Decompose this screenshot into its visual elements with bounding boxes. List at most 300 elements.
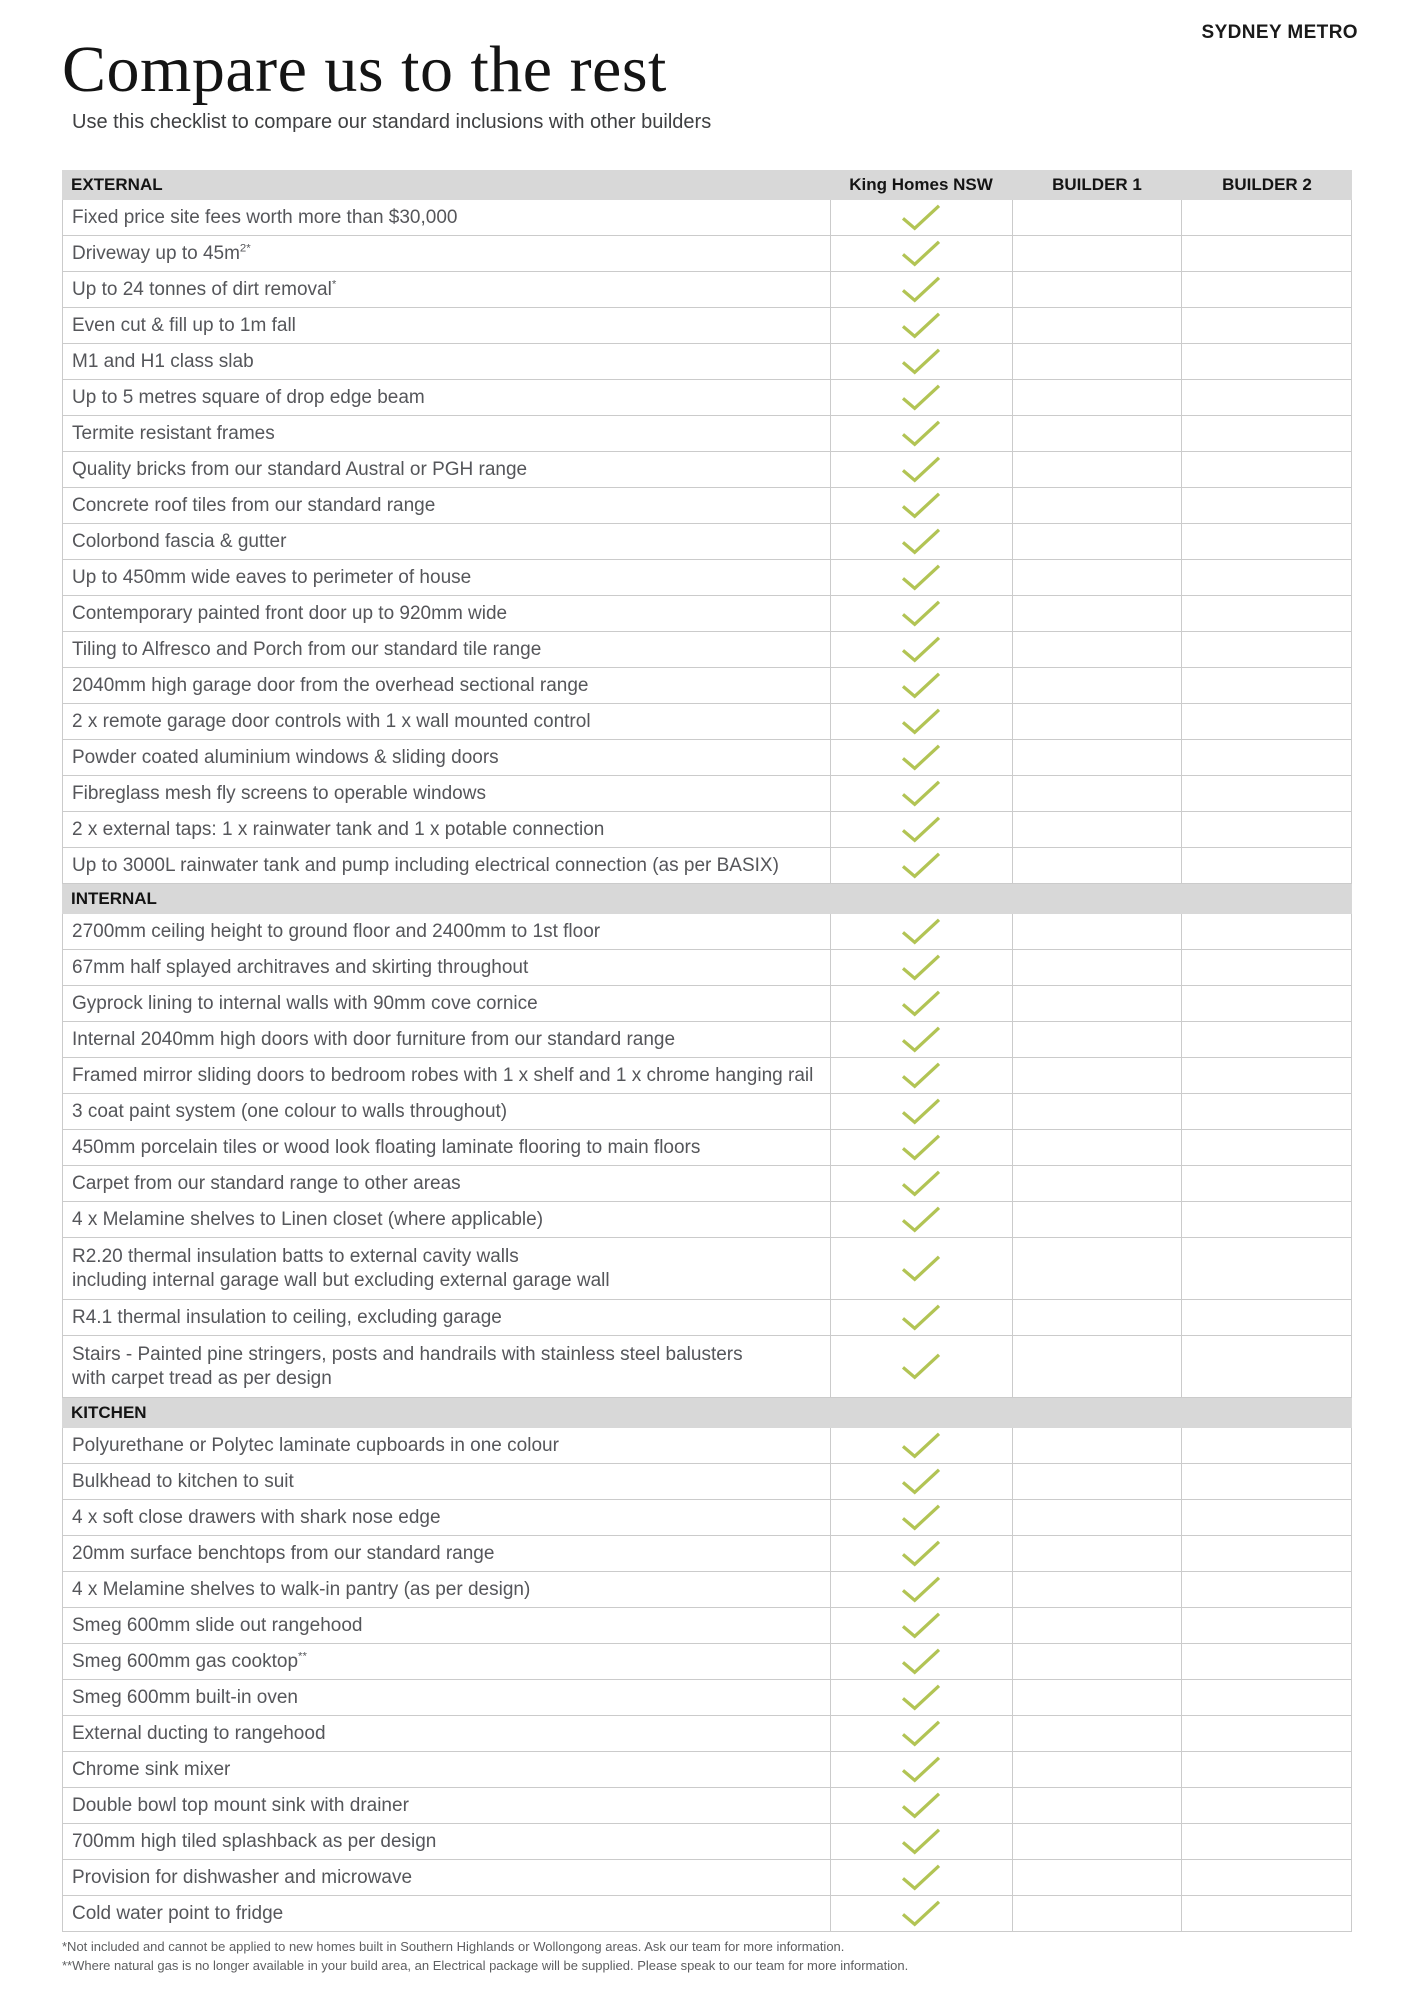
table-row xyxy=(63,1716,1351,1752)
builder2-cell xyxy=(1181,1428,1351,1463)
item-label-line1: Contemporary painted front door up to 920mm wide xyxy=(72,602,508,624)
table-row xyxy=(63,1536,1351,1572)
item-label-cell xyxy=(63,950,830,985)
item-label-line1: Provision for dishwasher and microwave xyxy=(72,1866,413,1888)
builder1-cell xyxy=(1012,776,1182,811)
table-header-row xyxy=(62,170,1352,200)
item-label-line1: Fixed price site fees worth more than $30,000 xyxy=(72,206,458,228)
item-label xyxy=(72,530,286,554)
builder2-cell xyxy=(1181,416,1351,451)
checkmark-icon xyxy=(901,708,941,735)
builder2-cell xyxy=(1181,1824,1351,1859)
footnote-2: **Where natural gas is no longer available in your build area, an Electrical package will be supplied. Please speak to our team for more information. xyxy=(62,1958,909,1974)
item-label xyxy=(72,1902,283,1926)
item-label-cell xyxy=(63,1428,830,1463)
checkmark-icon xyxy=(901,600,941,627)
checkmark-icon xyxy=(901,1353,941,1380)
builder2-cell xyxy=(1181,344,1351,379)
builder2-cell xyxy=(1181,1608,1351,1643)
checkmark-icon xyxy=(901,1504,941,1531)
item-label-cell xyxy=(63,848,830,883)
item-label-cell xyxy=(63,1058,830,1093)
item-label-cell xyxy=(63,986,830,1021)
table-row xyxy=(63,1094,1351,1130)
item-label xyxy=(72,494,435,518)
item-label xyxy=(72,782,486,806)
checkmark-icon xyxy=(901,204,941,231)
builder1-cell xyxy=(1012,740,1182,775)
item-label-cell xyxy=(63,812,830,847)
column-header-builder-2: BUILDER 2 xyxy=(1222,175,1312,195)
king-homes-cell xyxy=(830,1824,1012,1859)
table-row xyxy=(63,704,1351,740)
builder2-cell xyxy=(1181,524,1351,559)
king-homes-cell xyxy=(830,1022,1012,1057)
item-label-line1: 2040mm high garage door from the overhead sectional range xyxy=(72,674,589,696)
builder2-cell xyxy=(1181,1336,1351,1397)
item-label-line1: Double bowl top mount sink with drainer xyxy=(72,1794,409,1816)
item-label xyxy=(72,992,538,1016)
table-row xyxy=(63,344,1351,380)
item-label-cell xyxy=(63,236,830,271)
checkmark-icon xyxy=(901,1828,941,1855)
section-header-internal xyxy=(62,884,1352,914)
checkmark-icon xyxy=(901,1432,941,1459)
king-homes-cell xyxy=(830,1094,1012,1129)
builder1-cell xyxy=(1012,1572,1182,1607)
builder2-cell xyxy=(1181,704,1351,739)
item-label-line1: Driveway up to 45m xyxy=(72,242,240,264)
table-row xyxy=(63,1824,1351,1860)
builder2-cell xyxy=(1181,1644,1351,1679)
table-row xyxy=(63,740,1351,776)
item-label-cell xyxy=(63,632,830,667)
builder1-cell xyxy=(1012,200,1182,235)
table-row xyxy=(63,596,1351,632)
builder1-cell xyxy=(1012,488,1182,523)
builder2-cell xyxy=(1181,1716,1351,1751)
table-row xyxy=(63,488,1351,524)
builder1-cell xyxy=(1012,986,1182,1021)
item-label-cell xyxy=(63,272,830,307)
item-label-line1: 4 x Melamine shelves to walk-in pantry (as per design) xyxy=(72,1578,531,1600)
item-label-line1: Polyurethane or Polytec laminate cupboards in one colour xyxy=(72,1434,559,1456)
column-header-king-homes: King Homes NSW xyxy=(849,175,993,195)
table-row xyxy=(63,986,1351,1022)
section-header-label: INTERNAL xyxy=(71,889,157,909)
item-label-cell xyxy=(63,1300,830,1335)
checkmark-icon xyxy=(901,456,941,483)
checkmark-icon xyxy=(901,1540,941,1567)
builder2-cell xyxy=(1181,632,1351,667)
king-homes-cell xyxy=(830,1238,1012,1299)
footnotes xyxy=(62,1938,1414,1976)
item-label-line1: Framed mirror sliding doors to bedroom robes with 1 x shelf and 1 x chrome hanging rail xyxy=(72,1064,814,1086)
item-label xyxy=(72,1434,559,1458)
table-row xyxy=(63,308,1351,344)
item-label-cell xyxy=(63,914,830,949)
item-label-cell xyxy=(63,1130,830,1165)
item-label xyxy=(72,1136,700,1160)
checkmark-icon xyxy=(901,492,941,519)
item-label-line1: External ducting to rangehood xyxy=(72,1722,326,1744)
king-homes-cell xyxy=(830,452,1012,487)
builder2-cell xyxy=(1181,1130,1351,1165)
checkmark-icon xyxy=(901,312,941,339)
king-homes-cell xyxy=(830,1500,1012,1535)
table-row xyxy=(63,1572,1351,1608)
item-label-line1: Tiling to Alfresco and Porch from our standard tile range xyxy=(72,638,542,660)
item-label-cell xyxy=(63,1464,830,1499)
item-label-line1: 4 x Melamine shelves to Linen closet (where applicable) xyxy=(72,1208,544,1230)
table-row xyxy=(63,632,1351,668)
checkmark-icon xyxy=(901,1756,941,1783)
king-homes-cell xyxy=(830,272,1012,307)
king-homes-cell xyxy=(830,416,1012,451)
item-label-line1: 2 x external taps: 1 x rainwater tank and 1 x potable connection xyxy=(72,818,605,840)
king-homes-cell xyxy=(830,1752,1012,1787)
table-row xyxy=(63,1680,1351,1716)
king-homes-cell xyxy=(830,1536,1012,1571)
item-label xyxy=(72,1100,507,1124)
item-label-cell xyxy=(63,1752,830,1787)
item-label xyxy=(72,956,528,980)
builder1-cell xyxy=(1012,1166,1182,1201)
king-homes-cell xyxy=(830,704,1012,739)
king-homes-cell xyxy=(830,524,1012,559)
king-homes-cell xyxy=(830,740,1012,775)
item-label xyxy=(72,1506,441,1530)
builder2-cell xyxy=(1181,1238,1351,1299)
checkmark-icon xyxy=(901,918,941,945)
checkmark-icon xyxy=(901,1684,941,1711)
item-label-cell xyxy=(63,380,830,415)
builder1-cell xyxy=(1012,1824,1182,1859)
king-homes-cell xyxy=(830,1788,1012,1823)
item-label-cell xyxy=(63,488,830,523)
item-label xyxy=(72,818,604,842)
item-label-cell xyxy=(63,1500,830,1535)
builder1-cell xyxy=(1012,344,1182,379)
item-label-line1: 4 x soft close drawers with shark nose edge xyxy=(72,1506,441,1528)
table-row xyxy=(63,1464,1351,1500)
footnote-1: *Not included and cannot be applied to new homes built in Southern Highlands or Wollongong areas. Ask our team for more information. xyxy=(62,1939,845,1955)
table-row xyxy=(63,1336,1351,1398)
checkmark-icon xyxy=(901,276,941,303)
item-label-line1: Powder coated aluminium windows & sliding doors xyxy=(72,746,499,768)
item-label-cell xyxy=(63,524,830,559)
checkmark-icon xyxy=(901,1612,941,1639)
builder2-cell xyxy=(1181,488,1351,523)
checkmark-icon xyxy=(901,672,941,699)
item-label-line1: Up to 5 metres square of drop edge beam xyxy=(72,386,425,408)
builder2-cell xyxy=(1181,914,1351,949)
brand-label: SYDNEY METRO xyxy=(1201,22,1358,43)
table-row xyxy=(63,1860,1351,1896)
item-label xyxy=(72,278,336,302)
checkmark-icon xyxy=(901,1255,941,1282)
item-label-cell xyxy=(63,1536,830,1571)
checkmark-icon xyxy=(901,1304,941,1331)
item-label-cell xyxy=(63,1094,830,1129)
item-label-line1: 3 coat paint system (one colour to walls throughout) xyxy=(72,1100,508,1122)
item-label xyxy=(72,710,591,734)
comparison-table-body xyxy=(63,200,1351,1932)
item-label-line1: Up to 24 tonnes of dirt removal xyxy=(72,278,332,300)
item-label xyxy=(72,1758,230,1782)
item-label-cell xyxy=(63,452,830,487)
king-homes-cell xyxy=(830,344,1012,379)
builder2-cell xyxy=(1181,560,1351,595)
builder1-cell xyxy=(1012,1336,1182,1397)
item-label-cell xyxy=(63,704,830,739)
item-label-line1: Stairs - Painted pine stringers, posts and handrails with stainless steel balusters xyxy=(72,1343,743,1365)
builder1-cell xyxy=(1012,1608,1182,1643)
item-label xyxy=(72,1542,494,1566)
comparison-table xyxy=(62,170,1352,1932)
checkmark-icon xyxy=(901,1468,941,1495)
builder2-cell xyxy=(1181,1094,1351,1129)
king-homes-cell xyxy=(830,1300,1012,1335)
checkmark-icon xyxy=(901,780,941,807)
table-row xyxy=(63,1238,1351,1300)
table-row xyxy=(63,1608,1351,1644)
page-subtitle: Use this checklist to compare our standard inclusions with other builders xyxy=(72,111,712,134)
item-label-superscript: 2* xyxy=(239,242,251,255)
table-row xyxy=(63,1752,1351,1788)
builder1-cell xyxy=(1012,1058,1182,1093)
builder1-cell xyxy=(1012,1130,1182,1165)
builder1-cell xyxy=(1012,812,1182,847)
builder1-cell xyxy=(1012,950,1182,985)
builder1-cell xyxy=(1012,1752,1182,1787)
builder2-cell xyxy=(1181,1300,1351,1335)
item-label xyxy=(72,1614,362,1638)
table-row xyxy=(63,560,1351,596)
item-label xyxy=(72,1830,436,1854)
item-label xyxy=(72,422,275,446)
checkmark-icon xyxy=(901,1062,941,1089)
item-label xyxy=(72,1306,502,1330)
checkmark-icon xyxy=(901,1134,941,1161)
builder2-cell xyxy=(1181,200,1351,235)
builder2-cell xyxy=(1181,1788,1351,1823)
builder1-cell xyxy=(1012,1238,1182,1299)
table-row xyxy=(63,1166,1351,1202)
item-label-cell xyxy=(63,1644,830,1679)
builder1-cell xyxy=(1012,596,1182,631)
checkmark-icon xyxy=(901,1206,941,1233)
item-label-cell xyxy=(63,308,830,343)
item-label-line1: Smeg 600mm slide out rangehood xyxy=(72,1614,363,1636)
table-row xyxy=(63,524,1351,560)
item-label xyxy=(72,1794,409,1818)
table-row xyxy=(63,200,1351,236)
builder2-cell xyxy=(1181,1860,1351,1895)
table-row xyxy=(63,950,1351,986)
king-homes-cell xyxy=(830,914,1012,949)
king-homes-cell xyxy=(830,1130,1012,1165)
item-label-cell xyxy=(63,560,830,595)
builder2-cell xyxy=(1181,776,1351,811)
builder1-cell xyxy=(1012,1464,1182,1499)
item-label xyxy=(72,1686,298,1710)
item-label-line1: Chrome sink mixer xyxy=(72,1758,231,1780)
item-label-line1: M1 and H1 class slab xyxy=(72,350,254,372)
item-label-line1: Smeg 600mm gas cooktop xyxy=(72,1650,299,1672)
item-label-line1: Colorbond fascia & gutter xyxy=(72,530,287,552)
item-label-line1: Up to 450mm wide eaves to perimeter of house xyxy=(72,566,472,588)
king-homes-cell xyxy=(830,1608,1012,1643)
table-row xyxy=(63,914,1351,950)
king-homes-cell xyxy=(830,1896,1012,1931)
builder2-cell xyxy=(1181,1896,1351,1931)
item-label xyxy=(72,746,499,770)
table-row xyxy=(63,1022,1351,1058)
builder1-cell xyxy=(1012,272,1182,307)
item-label xyxy=(72,206,457,230)
item-label-line1: Up to 3000L rainwater tank and pump including electrical connection (as per BASIX) xyxy=(72,854,779,876)
king-homes-cell xyxy=(830,560,1012,595)
item-label-line1: R2.20 thermal insulation batts to external cavity walls xyxy=(72,1245,519,1267)
checkmark-icon xyxy=(901,564,941,591)
king-homes-cell xyxy=(830,1860,1012,1895)
item-label-cell xyxy=(63,416,830,451)
item-label-line1: Gyprock lining to internal walls with 90mm cove cornice xyxy=(72,992,538,1014)
column-header-builder-1: BUILDER 1 xyxy=(1052,175,1142,195)
builder1-cell xyxy=(1012,668,1182,703)
item-label-line1: Cold water point to fridge xyxy=(72,1902,284,1924)
item-label-line1: 67mm half splayed architraves and skirting throughout xyxy=(72,956,529,978)
builder2-cell xyxy=(1181,452,1351,487)
item-label-cell xyxy=(63,344,830,379)
king-homes-cell xyxy=(830,1680,1012,1715)
king-homes-cell xyxy=(830,488,1012,523)
builder1-cell xyxy=(1012,308,1182,343)
builder1-cell xyxy=(1012,236,1182,271)
table-row xyxy=(63,848,1351,884)
item-label xyxy=(72,314,296,338)
item-label-line1: Smeg 600mm built-in oven xyxy=(72,1686,298,1708)
item-label-cell xyxy=(63,200,830,235)
builder2-cell xyxy=(1181,950,1351,985)
king-homes-cell xyxy=(830,380,1012,415)
builder1-cell xyxy=(1012,1716,1182,1751)
item-label-superscript: * xyxy=(331,278,337,291)
king-homes-cell xyxy=(830,1336,1012,1397)
builder2-cell xyxy=(1181,848,1351,883)
item-label-cell xyxy=(63,668,830,703)
item-label xyxy=(72,920,600,944)
king-homes-cell xyxy=(830,848,1012,883)
king-homes-cell xyxy=(830,1716,1012,1751)
item-label-line1: 2 x remote garage door controls with 1 x wall mounted control xyxy=(72,710,591,732)
checkmark-icon xyxy=(901,1170,941,1197)
king-homes-cell xyxy=(830,596,1012,631)
checkmark-icon xyxy=(901,384,941,411)
builder1-cell xyxy=(1012,632,1182,667)
builder1-cell xyxy=(1012,1428,1182,1463)
item-label xyxy=(72,1470,294,1494)
item-label-cell xyxy=(63,1202,830,1237)
table-row xyxy=(63,236,1351,272)
item-label-line1: 2700mm ceiling height to ground floor and 2400mm to 1st floor xyxy=(72,920,601,942)
builder2-cell xyxy=(1181,812,1351,847)
item-label-cell xyxy=(63,596,830,631)
table-row xyxy=(63,1428,1351,1464)
builder1-cell xyxy=(1012,1202,1182,1237)
item-label xyxy=(72,854,779,878)
builder2-cell xyxy=(1181,308,1351,343)
item-label-cell xyxy=(63,1238,830,1299)
checkmark-icon xyxy=(901,852,941,879)
king-homes-cell xyxy=(830,200,1012,235)
item-label-cell xyxy=(63,1608,830,1643)
king-homes-cell xyxy=(830,986,1012,1021)
builder2-cell xyxy=(1181,668,1351,703)
king-homes-cell xyxy=(830,668,1012,703)
item-label-line2: including internal garage wall but excluding external garage wall xyxy=(72,1269,610,1291)
king-homes-cell xyxy=(830,1058,1012,1093)
king-homes-cell xyxy=(830,776,1012,811)
checkmark-icon xyxy=(901,348,941,375)
checkmark-icon xyxy=(901,420,941,447)
item-label xyxy=(72,1245,610,1294)
item-label-cell xyxy=(63,1336,830,1397)
checkmark-icon xyxy=(901,1900,941,1927)
king-homes-cell xyxy=(830,1166,1012,1201)
builder1-cell xyxy=(1012,416,1182,451)
item-label-cell xyxy=(63,740,830,775)
table-row xyxy=(63,1058,1351,1094)
item-label xyxy=(72,1028,675,1052)
item-label xyxy=(72,1064,813,1088)
item-label-line1: Internal 2040mm high doors with door furniture from our standard range xyxy=(72,1028,676,1050)
item-label-line1: 700mm high tiled splashback as per design xyxy=(72,1830,437,1852)
item-label xyxy=(72,1722,326,1746)
item-label xyxy=(72,1172,461,1196)
item-label-line2: with carpet tread as per design xyxy=(72,1367,332,1389)
checkmark-icon xyxy=(901,1720,941,1747)
item-label xyxy=(72,458,527,482)
item-label xyxy=(72,638,541,662)
table-row xyxy=(63,1300,1351,1336)
builder2-cell xyxy=(1181,1536,1351,1571)
builder1-cell xyxy=(1012,1022,1182,1057)
checkmark-icon xyxy=(901,954,941,981)
item-label-line1: R4.1 thermal insulation to ceiling, excluding garage xyxy=(72,1306,502,1328)
builder1-cell xyxy=(1012,1300,1182,1335)
item-label-line1: Fibreglass mesh fly screens to operable windows xyxy=(72,782,486,804)
builder1-cell xyxy=(1012,914,1182,949)
builder2-cell xyxy=(1181,1022,1351,1057)
builder1-cell xyxy=(1012,452,1182,487)
builder2-cell xyxy=(1181,1202,1351,1237)
king-homes-cell xyxy=(830,308,1012,343)
item-label-line1: 450mm porcelain tiles or wood look floating laminate flooring to main floors xyxy=(72,1136,701,1158)
item-label-line1: Concrete roof tiles from our standard range xyxy=(72,494,436,516)
table-row xyxy=(63,416,1351,452)
checkmark-icon xyxy=(901,1026,941,1053)
king-homes-cell xyxy=(830,632,1012,667)
builder2-cell xyxy=(1181,1464,1351,1499)
builder2-cell xyxy=(1181,986,1351,1021)
king-homes-cell xyxy=(830,1428,1012,1463)
checkmark-icon xyxy=(901,1648,941,1675)
builder2-cell xyxy=(1181,1572,1351,1607)
king-homes-cell xyxy=(830,950,1012,985)
builder1-cell xyxy=(1012,524,1182,559)
